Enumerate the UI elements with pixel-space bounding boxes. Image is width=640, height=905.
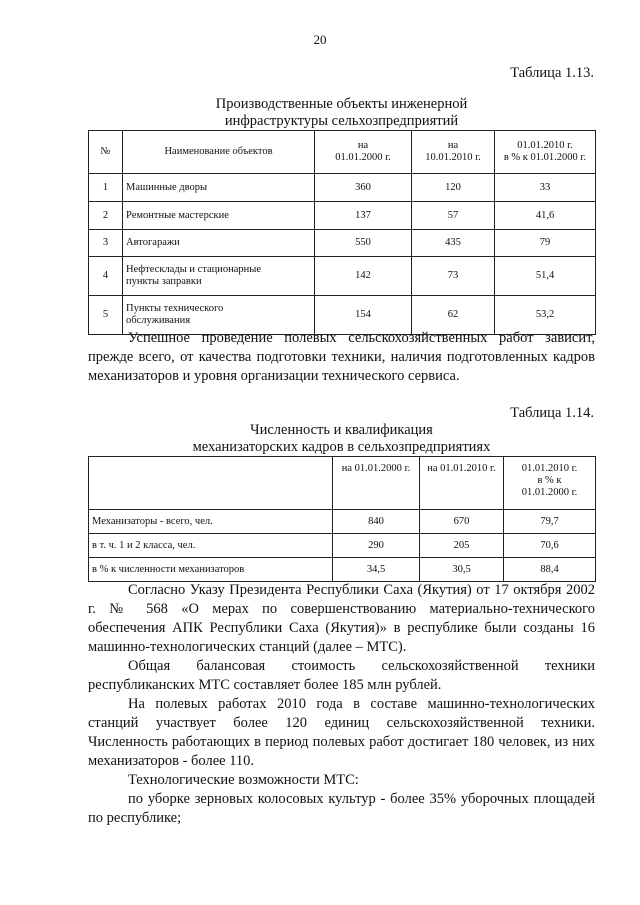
row-object-name: Автогаражи	[123, 230, 315, 257]
row-value-2000: 290	[333, 534, 420, 558]
row-number: 4	[89, 257, 123, 296]
table-1-13-title	[88, 96, 595, 130]
row-object-name	[123, 257, 315, 296]
table-1-13-title-line2: инфраструктуры сельхозпредприятий	[224, 113, 459, 129]
body-text	[88, 581, 595, 828]
header-2000-b: 01.01.2000 г.	[335, 152, 391, 163]
table-1-14-title	[88, 422, 595, 456]
table-row	[89, 534, 596, 558]
row-number: 2	[89, 202, 123, 230]
paragraph-1-text: Успешное проведение полевых сельскохозяйственных работ зависит, прежде всего, от качества подготовки техники, наличия подготовленных кадров механизаторов и уровня организации технического сервиса.	[88, 330, 595, 384]
table-row	[89, 558, 596, 582]
row-percent: 70,6	[504, 534, 596, 558]
row-label: в т. ч. 1 и 2 класса, чел.	[89, 534, 333, 558]
row-value-2010: 30,5	[420, 558, 504, 582]
row-label: в % к численности механизаторов	[89, 558, 333, 582]
header-2010	[412, 131, 495, 174]
table-1-13	[88, 130, 596, 335]
header-2000-a: на	[357, 140, 369, 151]
row-object-name-line2: пункты заправки	[126, 276, 202, 287]
paragraph-5: Технологические возможности МТС:	[128, 772, 359, 788]
row-percent: 41,6	[495, 202, 596, 230]
row-object-name-line1: Пункты технического	[126, 303, 224, 314]
table-1-14	[88, 456, 596, 582]
row-value-2000: 142	[315, 257, 412, 296]
header-percent-b: в % к	[537, 475, 562, 486]
row-object-name-line1: Нефтесклады и стационарные	[126, 264, 262, 275]
row-percent: 53,2	[495, 296, 596, 335]
row-percent: 51,4	[495, 257, 596, 296]
row-number: 3	[89, 230, 123, 257]
table-1-13-caption: Таблица 1.13.	[510, 65, 594, 81]
header-percent-c: 01.01.2000 г.	[521, 487, 578, 498]
table-1-14-caption: Таблица 1.14.	[510, 405, 594, 421]
row-value-2010: 205	[420, 534, 504, 558]
table-1-13-title-line1: Производственные объекты инженерной	[215, 96, 468, 112]
row-object-name: Ремонтные мастерские	[123, 202, 315, 230]
row-value-2000: 34,5	[333, 558, 420, 582]
header-2000: на 01.01.2000 г.	[333, 457, 420, 510]
row-value-2010: 120	[412, 174, 495, 202]
table-row	[89, 257, 596, 296]
header-2010-b: 10.01.2010 г.	[425, 152, 481, 163]
header-number: №	[89, 131, 123, 174]
table-row	[89, 230, 596, 257]
row-value-2010: 435	[412, 230, 495, 257]
row-value-2000: 137	[315, 202, 412, 230]
page-number: 20	[313, 32, 327, 47]
table-1-14-title-line2: механизаторских кадров в сельхозпредприятиях	[192, 439, 491, 455]
header-2010: на 01.01.2010 г.	[420, 457, 504, 510]
row-value-2000: 154	[315, 296, 412, 335]
paragraph-1	[88, 329, 595, 386]
header-object-name: Наименование объектов	[123, 131, 315, 174]
table-header-row	[89, 457, 596, 510]
paragraph-3: Общая балансовая стоимость сельскохозяйственной техники республиканских МТС составляет более 185 млн рублей.	[88, 658, 595, 693]
paragraph-2: Согласно Указу Президента Республики Саха (Якутия) от 17 октября 2002 г. № 568 «О мерах по совершенствованию материально-технического обеспечения АПК Республики Саха (Якутия)» в республике были созданы 16 машинно-технологических станций (далее – МТС).	[88, 582, 595, 655]
row-object-name-line2: обслуживания	[126, 315, 191, 326]
row-percent: 79,7	[504, 510, 596, 534]
table-row	[89, 202, 596, 230]
row-number: 5	[89, 296, 123, 335]
row-value-2010: 670	[420, 510, 504, 534]
row-percent: 79	[495, 230, 596, 257]
header-percent-b: в % к 01.01.2000 г.	[503, 152, 587, 163]
table-row	[89, 510, 596, 534]
row-value-2010: 62	[412, 296, 495, 335]
header-2000	[315, 131, 412, 174]
table-1-14-title-line1: Численность и квалификация	[250, 422, 433, 438]
row-value-2010: 73	[412, 257, 495, 296]
table-row	[89, 174, 596, 202]
row-object-name: Машинные дворы	[123, 174, 315, 202]
header-percent	[495, 131, 596, 174]
row-value-2000: 360	[315, 174, 412, 202]
row-value-2000: 550	[315, 230, 412, 257]
row-number: 1	[89, 174, 123, 202]
table-header-row	[89, 131, 596, 174]
row-value-2010: 57	[412, 202, 495, 230]
row-percent: 33	[495, 174, 596, 202]
header-percent-a: 01.01.2010 г.	[521, 463, 578, 474]
paragraph-4: На полевых работах 2010 года в составе машинно-технологических станций участвует более 120 единиц сельскохозяйственной техники. Численность работающих в период полевых работ достигает 180 человек, из них механизаторов - более 110.	[88, 696, 595, 769]
paragraph-6: по уборке зерновых колосовых культур - более 35% уборочных площадей по республике;	[88, 791, 595, 826]
row-value-2000: 840	[333, 510, 420, 534]
header-percent-a: 01.01.2010 г.	[517, 140, 573, 151]
header-blank	[89, 457, 333, 510]
header-percent	[504, 457, 596, 510]
row-percent: 88,4	[504, 558, 596, 582]
header-2010-a: на	[447, 140, 459, 151]
row-label: Механизаторы - всего, чел.	[89, 510, 333, 534]
